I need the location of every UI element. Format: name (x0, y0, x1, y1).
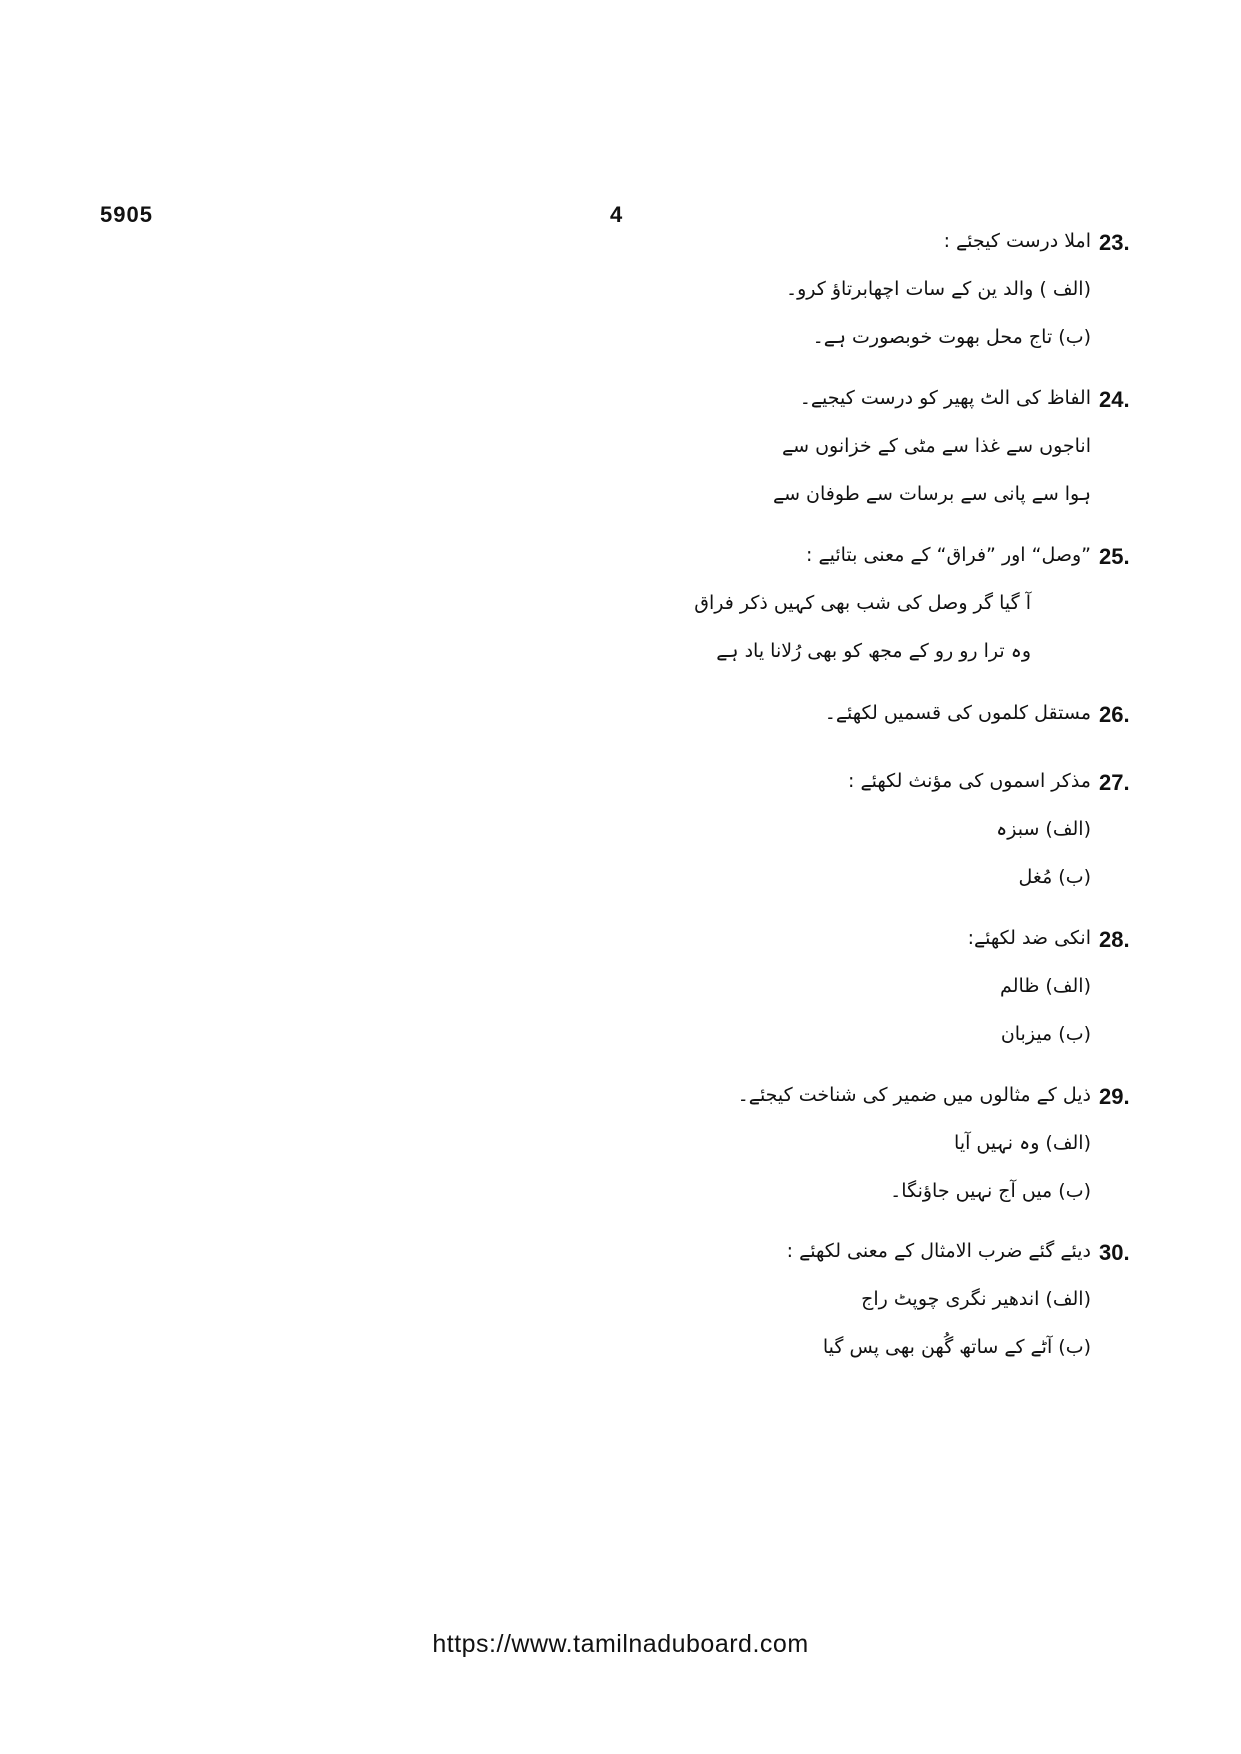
question-part: وہ ترا رو رو کے مجھ کو بھی رُلانا یاد ہے (716, 640, 1031, 662)
footer-url: https://www.tamilnaduboard.com (432, 1630, 809, 1658)
question-part: (ب) میزبان (1000, 1023, 1091, 1045)
paper-code: 5905 (100, 202, 153, 227)
question-prompt: انکی ضد لکھئے: (967, 927, 1091, 949)
question-part: (الف) سبزہ (996, 818, 1091, 840)
question-number: 26. (1099, 702, 1130, 727)
page-number: 4 (610, 202, 623, 227)
question-prompt: الفاظ کی الٹ پھیر کو درست کیجیے۔ (799, 387, 1091, 409)
question-part: (الف ) والد ین کے سات اچھابرتاؤ کرو۔ (785, 278, 1091, 300)
question-part: اناجوں سے غذا سے مٹی کے خزانوں سے (782, 435, 1091, 457)
question-prompt: دیئے گئے ضرب الامثال کے معنی لکھئے : (786, 1240, 1091, 1262)
question-28 (571, 925, 1130, 1047)
question-26 (571, 700, 1130, 727)
question-number: 27. (1099, 770, 1130, 795)
question-prompt: املا درست کیجئے : (943, 230, 1091, 252)
question-part: (ب) تاج محل بھوت خوبصورت ہے۔ (812, 326, 1091, 348)
question-part: (الف) اندھیر نگری چوپٹ راج (861, 1288, 1091, 1310)
question-prompt: ذیل کے مثالوں میں ضمیر کی شناخت کیجئے۔ (737, 1084, 1091, 1106)
question-24 (571, 385, 1130, 507)
question-part: (ب) آٹے کے ساتھ گُھن بھی پس گیا (822, 1336, 1091, 1358)
question-number: 29. (1099, 1084, 1130, 1109)
question-25 (571, 542, 1130, 664)
question-prompt: مذکر اسموں کی مؤنث لکھئے : (848, 770, 1091, 792)
question-number: 24. (1099, 387, 1130, 412)
question-prompt: ”وصل“ اور ”فراق“ کے معنی بتائیے : (806, 544, 1091, 566)
question-27 (571, 768, 1130, 890)
question-part: (ب) مُغل (1018, 866, 1091, 888)
question-number: 30. (1099, 1240, 1130, 1265)
question-part: (الف) وہ نہیں آیا (954, 1132, 1091, 1154)
question-part: ہوا سے پانی سے برسات سے طوفان سے (772, 483, 1091, 505)
question-prompt: مستقل کلموں کی قسمیں لکھئے۔ (824, 702, 1091, 724)
question-part: آ گیا گر وصل کی شب بھی کہیں ذکر فراق (694, 592, 1031, 614)
question-number: 28. (1099, 927, 1130, 952)
question-30 (571, 1238, 1130, 1360)
question-23 (571, 228, 1130, 350)
question-part: (الف) ظالم (1000, 975, 1091, 997)
question-29 (571, 1082, 1130, 1204)
question-number: 23. (1099, 230, 1130, 255)
question-part: (ب) میں آج نہیں جاؤنگا۔ (890, 1180, 1091, 1202)
question-number: 25. (1099, 544, 1130, 569)
